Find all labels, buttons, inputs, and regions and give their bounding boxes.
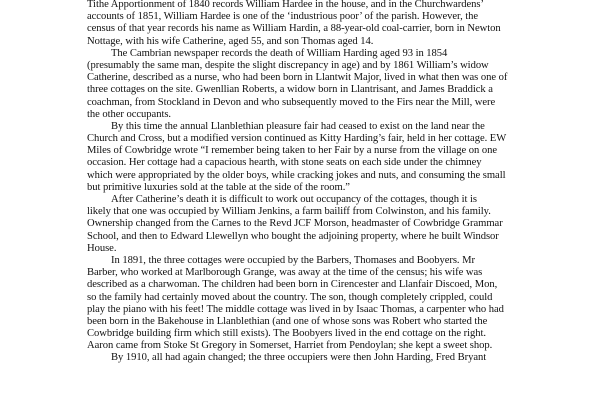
- paragraph-p1: [87, 0, 539, 48]
- text-line: been born in the Bakehouse in Llanblethian (and one of whose sons was Robert who started the: [87, 315, 488, 327]
- text-line: but primitive luxuries sold at the table at the side of the room.”: [87, 181, 350, 193]
- text-line: (presumably the same man, despite the slight discrepancy in age) and by 1861 William’s widow: [87, 59, 489, 71]
- text-line: so the family had certainly moved about the country. The son, though completely crippled, could: [87, 291, 493, 303]
- text-line: After Catherine’s death it is difficult to work out occupancy of the cottages, though it is: [111, 194, 477, 205]
- text-line: Ownership changed from the Carnes to the Revd JCF Morson, headmaster of Cowbridge Grammar: [87, 218, 503, 230]
- text-line: coachman, from Stockland in Devon and who subsequently moved to the Firs near the Mill, were: [87, 96, 496, 108]
- text-line: Cowbridge building firm which still exists). The Boobyers lived in the end cottage on the right.: [87, 328, 486, 340]
- text-line: The Cambrian newspaper records the death of William Harding aged 93 in 1854: [111, 47, 448, 59]
- text-line: which were appropriated by the older boys, while cracking jokes and nuts, and consuming the small: [87, 169, 506, 181]
- text-line: accounts of 1851, William Hardee is one of the ‘industrious poor’ of the parish. However, the: [87, 11, 479, 23]
- paragraph-p4: [87, 194, 539, 255]
- body-text-column: [87, 0, 539, 365]
- text-line: Nottage, with his wife Catherine, aged 55, and son Thomas aged 14.: [87, 35, 374, 47]
- text-line: likely that one was occupied by William Jenkins, a farm bailiff from Colwinston, and his family.: [87, 206, 491, 218]
- text-line: occasion. Her cottage had a capacious hearth, with stone seats on each side under the chimney: [87, 157, 482, 169]
- text-line: Catherine, described as a nurse, who had been born in Llantwit Major, lived in what then was one of: [87, 72, 508, 84]
- text-line: In 1891, the three cottages were occupied by the Barbers, Thomases and Boobyers. Mr: [111, 254, 475, 266]
- text-line: By this time the annual Llanblethian pleasure fair had ceased to exist on the land near the: [111, 120, 485, 132]
- paragraph-p2: [87, 48, 539, 121]
- text-line: play the piano with his feet! The middle cottage was lived in by Isaac Thomas, a carpenter who had: [87, 303, 504, 315]
- text-line: described as a charwoman. The children had been born in Cirencester and Llanfair Discoed, Mon,: [87, 279, 498, 291]
- text-line: census of that year records his name as William Hardin, a 88-year-old coal-carrier, born in Newton: [87, 23, 501, 35]
- text-line: the other occupants.: [87, 108, 172, 120]
- text-line: Miles of Cowbridge wrote “I remember being taken to her Fair by a nurse from the village on one: [87, 145, 498, 157]
- text-line: Barber, who worked at Marlborough Grange, was away at the time of the census; his wife was: [87, 267, 483, 279]
- text-line: House.: [87, 242, 117, 254]
- text-line: Aaron came from Stoke St Gregory in Somerset, Harriet from Pendoylan; she kept a sweet shop.: [87, 340, 493, 352]
- text-line: three cottages on the site. Gwenllian Roberts, a widow born in Llantrisant, and James Braddick a: [87, 84, 493, 96]
- text-line: Tithe Apportionment of 1840 records William Hardee in the house, and in the Churchwardens’: [87, 0, 484, 10]
- text-line: Church and Cross, but a modified version continued as Kitty Harding’s fair, held in her cottage. EW: [87, 133, 507, 145]
- paragraph-p6: [87, 352, 539, 364]
- paragraph-p5: [87, 255, 539, 353]
- paragraph-p3: [87, 121, 539, 194]
- text-line: By 1910, all had again changed; the three occupiers were then John Harding, Fred Bryant: [111, 352, 487, 364]
- text-line: School, and then to Edward Llewellyn who bought the adjoining property, where he built Windsor: [87, 230, 499, 242]
